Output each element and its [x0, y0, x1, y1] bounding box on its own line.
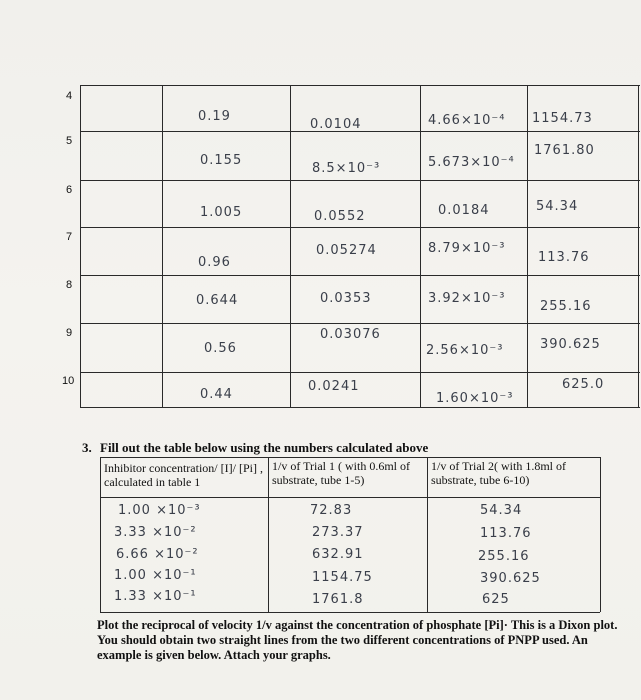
row-divider — [80, 275, 640, 276]
cell-reciprocal: 1154.73 — [532, 111, 593, 126]
cell-concentration: 0.0552 — [314, 209, 366, 224]
col-divider — [162, 85, 163, 407]
cell-velocity: 4.66×10⁻⁴ — [428, 113, 506, 128]
col-divider — [527, 85, 528, 407]
cell-velocity: 8.79×10⁻³ — [428, 241, 506, 256]
data-table — [62, 85, 640, 407]
row-number: 9 — [66, 327, 73, 339]
col-divider — [638, 85, 639, 407]
cell-trial-2: 390.625 — [480, 571, 541, 586]
cell-absorbance: 1.005 — [200, 205, 243, 220]
col-divider — [80, 85, 81, 407]
cell-trial-2: 255.16 — [478, 549, 530, 564]
row-number: 5 — [66, 135, 73, 147]
cell-reciprocal: 1761.80 — [534, 143, 595, 158]
cell-absorbance: 0.44 — [200, 387, 233, 402]
row-divider — [80, 323, 640, 324]
cell-absorbance: 0.155 — [200, 153, 243, 168]
cell-absorbance: 0.644 — [196, 293, 239, 308]
row-divider — [100, 497, 600, 498]
cell-trial-1: 72.83 — [310, 503, 353, 518]
cell-concentration: 0.05274 — [316, 243, 377, 258]
row-divider — [80, 180, 640, 181]
col-divider — [420, 85, 421, 407]
row-divider — [80, 227, 640, 228]
row-divider — [80, 407, 640, 408]
col-divider — [100, 457, 101, 612]
cell-reciprocal: 255.16 — [540, 299, 592, 314]
row-divider — [100, 457, 600, 458]
cell-velocity: 5.673×10⁻⁴ — [428, 155, 515, 170]
col-divider — [268, 457, 269, 612]
col-divider — [290, 85, 291, 407]
cell-velocity: 3.92×10⁻³ — [428, 291, 506, 306]
cell-reciprocal: 390.625 — [540, 337, 601, 352]
cell-trial-1: 632.91 — [312, 547, 364, 562]
cell-concentration: 0.0104 — [310, 117, 362, 132]
cell-velocity: 1.60×10⁻³ — [436, 391, 514, 406]
cell-trial-1: 1154.75 — [312, 570, 373, 585]
cell-reciprocal: 54.34 — [536, 199, 579, 214]
col-divider — [427, 457, 428, 612]
cell-inhibitor: 1.00 ×10⁻¹ — [114, 568, 197, 583]
cell-reciprocal: 625.0 — [562, 377, 605, 392]
cell-reciprocal: 113.76 — [538, 250, 590, 265]
cell-absorbance: 0.19 — [198, 109, 231, 124]
cell-inhibitor: 1.33 ×10⁻¹ — [114, 589, 197, 604]
col-divider — [600, 457, 601, 612]
cell-inhibitor: 6.66 ×10⁻² — [116, 547, 199, 562]
row-number: 8 — [66, 279, 73, 291]
cell-absorbance: 0.56 — [204, 341, 237, 356]
cell-concentration: 8.5×10⁻³ — [312, 161, 381, 176]
cell-trial-2: 54.34 — [480, 503, 523, 518]
cell-trial-1: 1761.8 — [312, 592, 364, 607]
cell-trial-2: 113.76 — [480, 526, 532, 541]
header-trial-2: 1/v of Trial 2( with 1.8ml of substrate, tube 6-10) — [431, 459, 567, 487]
question-text: Fill out the table below using the numbers calculated above — [100, 440, 429, 455]
row-number: 10 — [62, 375, 75, 387]
cell-velocity: 0.0184 — [438, 203, 490, 218]
plot-instructions: Plot the reciprocal of velocity 1/v against the concentration of phosphate [Pi]· This is a Dixon plot. You should obtain two straight lines from the two different concentrations of PNPP used. An example is given below. Attach your graphs. — [97, 618, 618, 662]
cell-trial-1: 273.37 — [312, 525, 364, 540]
cell-concentration: 0.03076 — [320, 327, 381, 342]
row-number: 6 — [66, 184, 73, 196]
cell-trial-2: 625 — [482, 592, 510, 607]
cell-absorbance: 0.96 — [198, 255, 231, 270]
cell-concentration: 0.0353 — [320, 291, 372, 306]
row-divider — [100, 612, 600, 613]
header-trial-1: 1/v of Trial 1 ( with 0.6ml of substrate, tube 1-5) — [272, 459, 411, 487]
cell-inhibitor: 1.00 ×10⁻³ — [118, 503, 201, 518]
row-divider — [80, 85, 640, 86]
question-number: 3. — [82, 440, 92, 455]
header-inhibitor-concentration: Inhibitor concentration/ [I]/ [Pi] , calculated in table 1 — [104, 461, 263, 489]
cell-velocity: 2.56×10⁻³ — [426, 343, 504, 358]
results-table — [100, 457, 600, 612]
row-number: 4 — [66, 90, 73, 102]
row-divider — [80, 372, 640, 373]
cell-concentration: 0.0241 — [308, 379, 360, 394]
row-number: 7 — [66, 231, 73, 243]
cell-inhibitor: 3.33 ×10⁻² — [114, 525, 197, 540]
